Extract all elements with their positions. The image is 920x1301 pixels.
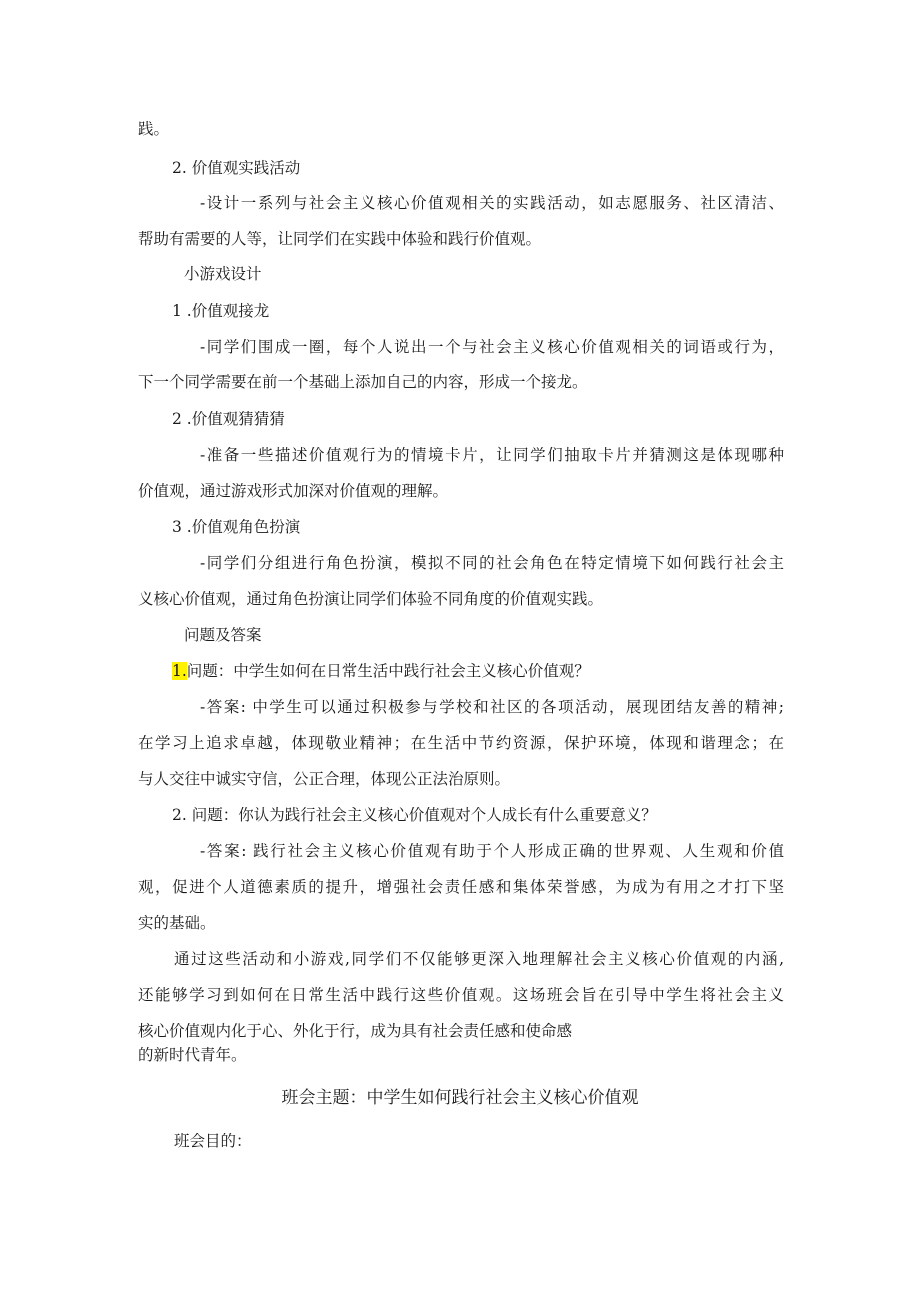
text-line: 下一个同学需要在前一个基础上添加自己的内容，形成一个接龙。 xyxy=(138,373,588,391)
text-line xyxy=(172,661,590,681)
text-line: 价值观，通过游戏形式加深对价值观的理解。 xyxy=(138,482,449,500)
text-line: -答案: 践行社会主义核心价值观有助于个人形成正确的世界观、人生观和价值 xyxy=(200,842,784,860)
text-line: 2 .价值观猜猜猜 xyxy=(172,410,285,428)
text-line: 在学习上追求卓越，体现敬业精神；在生活中节约资源，保护环境，体现和谐理念；在 xyxy=(138,734,784,752)
section-heading: 问题及答案 xyxy=(184,626,262,644)
text-line: 帮助有需要的人等，让同学们在实践中体验和践行价值观。 xyxy=(138,230,542,248)
highlighted-number: 1. xyxy=(172,662,187,680)
text-line: -同学们分组进行角色扮演，模拟不同的社会角色在特定情境下如何践行社会主 xyxy=(200,554,784,572)
text-line: -设计一系列与社会主义核心价值观相关的实践活动，如志愿服务、社区清洁、 xyxy=(200,194,784,212)
text-line: 1 .价值观接龙 xyxy=(172,302,270,320)
text-line: 义核心价值观，通过角色扮演让同学们体验不同角度的价值观实践。 xyxy=(138,590,604,608)
text-line: 观，促进个人道德素质的提升，增强社会责任感和集体荣誉感，为成为有用之才打下坚 xyxy=(138,878,784,896)
text-line: 与人交往中诚实守信，公正合理，体现公正法治原则。 xyxy=(138,770,511,788)
text-line: 践。 xyxy=(138,120,170,138)
text-line: 实的基础。 xyxy=(138,914,216,932)
section-heading: 小游戏设计 xyxy=(184,265,262,283)
text-line: 3 .价值观角色扮演 xyxy=(172,518,301,536)
section-title: 班会主题：中学生如何践行社会主义核心价值观 xyxy=(281,1088,639,1108)
text-line: 2. 价值观实践活动 xyxy=(172,159,301,177)
question-text: 问题：中学生如何在日常生活中践行社会主义核心价值观？ xyxy=(186,662,590,680)
text-line: 2. 问题：你认为践行社会主义核心价值观对个人成长有什么重要意义？ xyxy=(172,806,657,824)
text-line: -答案: 中学生可以通过积极参与学校和社区的各项活动，展现团结友善的精神; xyxy=(200,698,784,716)
purpose-label: 班会目的： xyxy=(174,1132,252,1150)
text-line: 核心价值观内化于心、外化于行，成为具有社会责任感和使命感 xyxy=(138,1022,573,1040)
text-line: 的新时代青年。 xyxy=(138,1046,247,1064)
text-line: 通过这些活动和小游戏,同学们不仅能够更深入地理解社会主义核心价值观的内涵, xyxy=(174,950,784,968)
text-line: 还能够学习到如何在日常生活中践行这些价值观。这场班会旨在引导中学生将社会主义 xyxy=(138,986,784,1004)
text-line: -准备一些描述价值观行为的情境卡片，让同学们抽取卡片并猜测这是体现哪种 xyxy=(200,446,784,464)
text-line: -同学们围成一圈，每个人说出一个与社会主义核心价值观相关的词语或行为， xyxy=(200,338,784,356)
